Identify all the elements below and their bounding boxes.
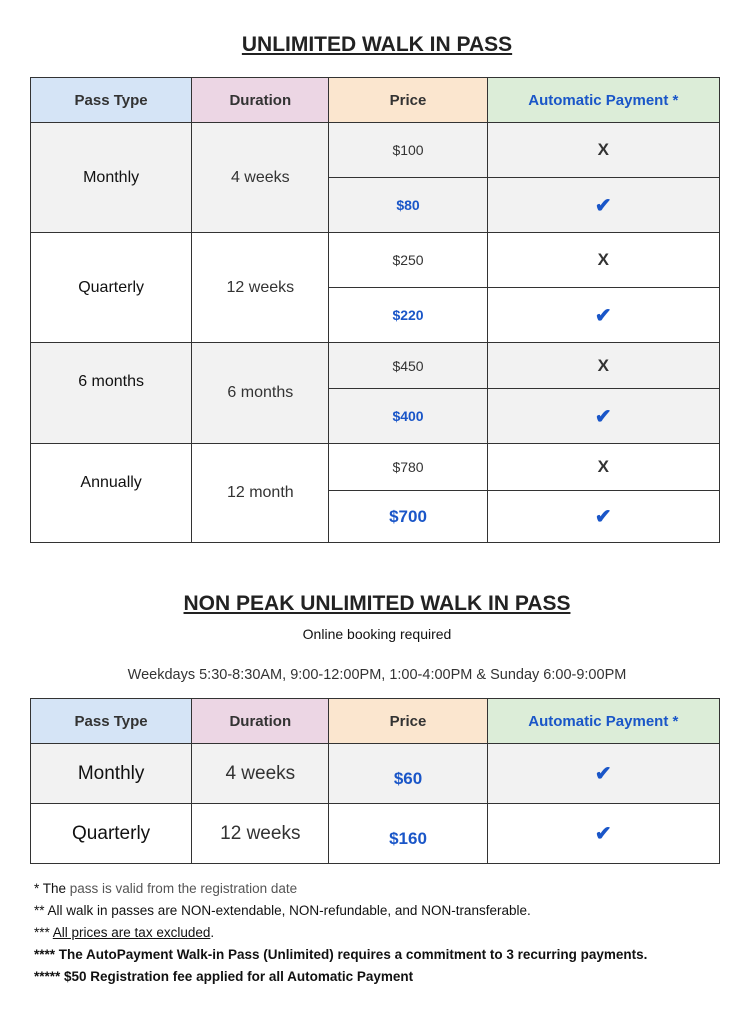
duration-cell: 12 month (192, 444, 329, 543)
pass-type-label: 6 months (78, 373, 145, 390)
no-auto-icon: X (487, 233, 719, 288)
footnote-5: ***** $50 Registration fee applied for all Automatic Payment (34, 969, 414, 984)
footnotes (34, 878, 647, 988)
footnote-3-prefix: *** (34, 925, 53, 940)
no-auto-icon: X (487, 444, 719, 491)
price-auto-cell: $700 (329, 491, 487, 543)
price-regular-cell: $780 (329, 444, 487, 491)
check-icon: ✔ (487, 804, 719, 864)
header-automatic-payment: Automatic Payment * (487, 78, 719, 123)
pass-type-label: Annually (80, 474, 142, 491)
check-icon: ✔ (487, 178, 719, 233)
table-header-row (31, 699, 720, 744)
pass-type-cell: Quarterly (31, 233, 192, 343)
header-price: Price (329, 78, 487, 123)
check-icon: ✔ (487, 744, 719, 804)
duration-cell: 12 weeks (192, 233, 329, 343)
no-auto-icon: X (487, 123, 719, 178)
footnote-1 (34, 878, 647, 900)
pass-type-cell: Monthly (31, 123, 192, 233)
table-row (31, 233, 720, 288)
duration-cell: 6 months (192, 343, 329, 444)
table-header-row (31, 78, 720, 123)
check-icon: ✔ (487, 389, 719, 444)
footnote-1-prefix: * The (34, 881, 67, 896)
check-icon: ✔ (487, 491, 719, 543)
section2-subtitle: Online booking required (302, 626, 452, 642)
footnote-1-text: pass is valid from the registration date (66, 881, 298, 896)
price-auto-cell: $400 (329, 389, 487, 444)
price-auto-cell: $80 (329, 178, 487, 233)
pass-type-cell: Quarterly (31, 804, 192, 864)
footnote-3 (34, 922, 647, 944)
check-icon: ✔ (487, 288, 719, 343)
header-duration: Duration (192, 78, 329, 123)
footnote-3-suffix: . (210, 925, 215, 940)
header-price: Price (329, 699, 487, 744)
price-cell: $60 (329, 744, 487, 804)
header-automatic-payment: Automatic Payment * (487, 699, 719, 744)
header-duration: Duration (192, 699, 329, 744)
table-row (31, 343, 720, 389)
header-pass-type: Pass Type (31, 699, 192, 744)
table-row (31, 804, 720, 864)
pass-type-cell: Monthly (31, 744, 192, 804)
footnote-2: ** All walk in passes are NON-extendable, NON-refundable, and NON-transferable. (34, 903, 531, 918)
footnote-3-underlined: All prices are tax excluded (52, 925, 211, 940)
price-regular-cell: $100 (329, 123, 487, 178)
duration-cell: 4 weeks (192, 123, 329, 233)
pass-type-cell (31, 444, 192, 543)
no-auto-icon: X (487, 343, 719, 389)
price-regular-cell: $450 (329, 343, 487, 389)
duration-cell: 4 weeks (192, 744, 329, 804)
non-peak-pass-table (30, 698, 720, 864)
table-row (31, 123, 720, 178)
section2-hours: Weekdays 5:30-8:30AM, 9:00-12:00PM, 1:00-4:00PM & Sunday 6:00-9:00PM (127, 667, 627, 683)
table-row (31, 444, 720, 491)
price-regular-cell: $250 (329, 233, 487, 288)
price-cell: $160 (329, 804, 487, 864)
header-pass-type: Pass Type (31, 78, 192, 123)
duration-cell: 12 weeks (192, 804, 329, 864)
pass-type-cell (31, 343, 192, 444)
section2-title: NON PEAK UNLIMITED WALK IN PASS (183, 592, 571, 615)
unlimited-pass-table (30, 77, 720, 543)
section1-title: UNLIMITED WALK IN PASS (241, 33, 513, 56)
price-auto-cell: $220 (329, 288, 487, 343)
table-row (31, 744, 720, 804)
footnote-4: **** The AutoPayment Walk-in Pass (Unlimited) requires a commitment to 3 recurring payments. (34, 947, 648, 962)
